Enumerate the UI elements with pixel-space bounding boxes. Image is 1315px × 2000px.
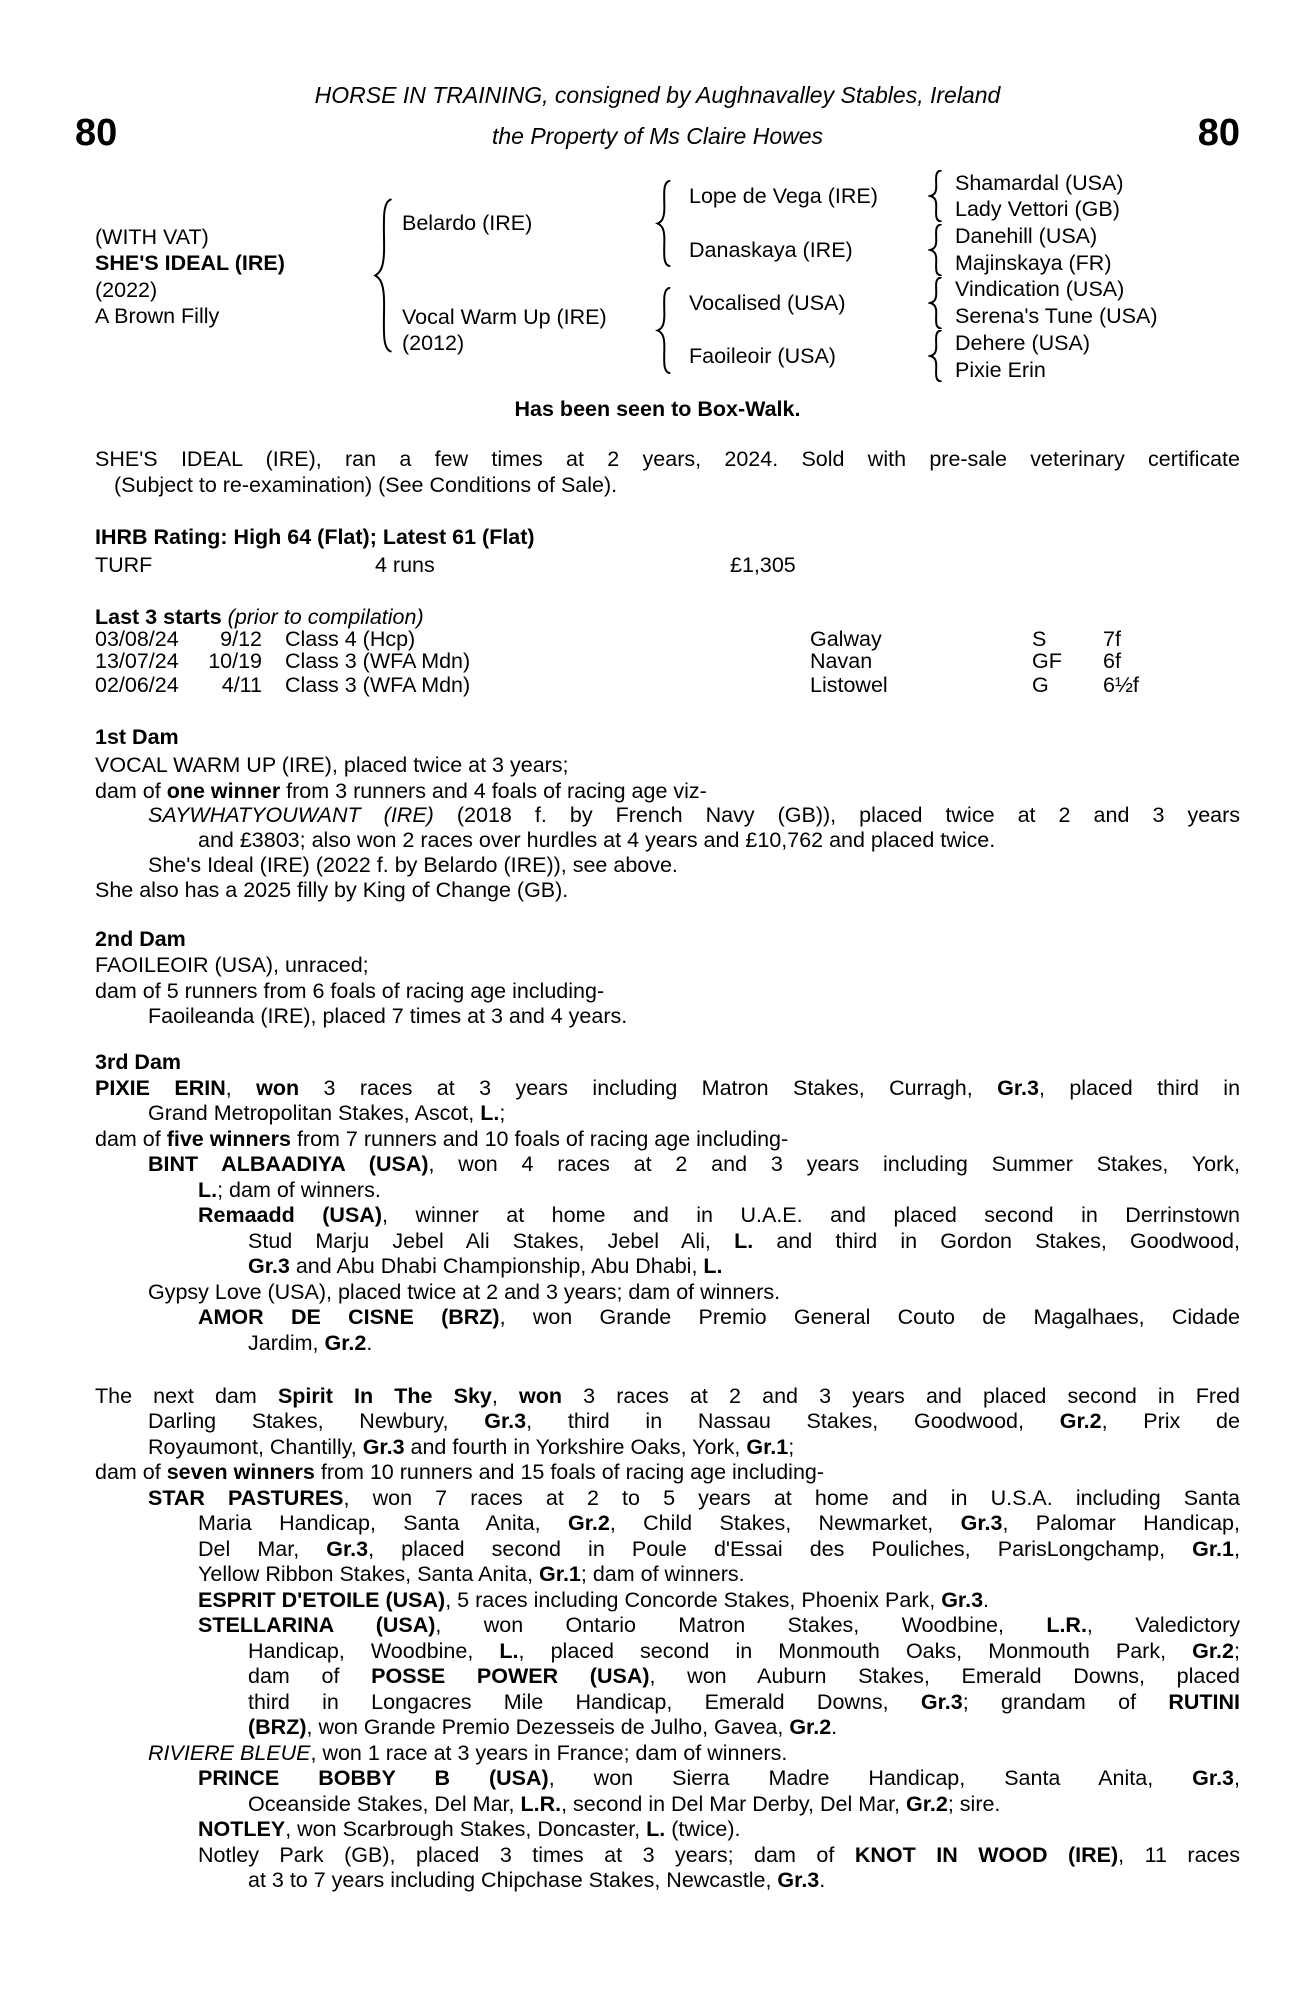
pedigree-name: A Brown Filly	[95, 304, 220, 328]
next-dam-line: RIVIERE BLEUE, won 1 race at 3 years in France; dam of winners.	[148, 1741, 788, 1765]
third-dam-line: L.; dam of winners.	[198, 1178, 381, 1202]
property-line: the Property of Ms Claire Howes	[491, 123, 824, 149]
third-dam-line: BINT ALBAADIYA (USA), won 4 races at 2 and 3 years including Summer Stakes, York,	[148, 1152, 1240, 1176]
second-dam-line: FAOILEOIR (USA), unraced;	[95, 953, 369, 977]
start-distance: 6f	[1103, 649, 1121, 673]
pedigree-name: Lope de Vega (IRE)	[689, 184, 878, 208]
second-dam-line: Faoileanda (IRE), placed 7 times at 3 and 4 years.	[148, 1004, 628, 1028]
pedigree-name: Dehere (USA)	[955, 331, 1091, 355]
next-dam-line: STELLARINA (USA), won Ontario Matron Stakes, Woodbine, L.R., Valedictory	[198, 1613, 1240, 1637]
next-dam-line: at 3 to 7 years including Chipchase Stakes, Newcastle, Gr.3.	[248, 1868, 826, 1892]
third-dam-line: Stud Marju Jebel Ali Stakes, Jebel Ali, L. and third in Gordon Stakes, Goodwood,	[248, 1229, 1240, 1253]
next-dam-line: ESPRIT D'ETOILE (USA), 5 races including Concorde Stakes, Phoenix Park, Gr.3.	[198, 1588, 990, 1612]
third-dam-line: AMOR DE CISNE (BRZ), won Grande Premio General Couto de Magalhaes, Cidade	[198, 1305, 1241, 1329]
first-dam-line: 1st Dam	[95, 725, 179, 749]
first-dam-line: and £3803; also won 2 races over hurdles at 4 years and £10,762 and placed twice.	[198, 828, 996, 852]
first-dam-line: dam of one winner from 3 runners and 4 foals of racing age viz-	[95, 779, 707, 803]
start-date: 02/06/24	[95, 673, 179, 697]
next-dam-line: Yellow Ribbon Stakes, Santa Anita, Gr.1; dam of winners.	[198, 1562, 745, 1586]
pedigree-name: Belardo (IRE)	[402, 211, 533, 235]
first-dam-line: VOCAL WARM UP (IRE), placed twice at 3 years;	[95, 753, 569, 777]
description-line: (Subject to re-examination) (See Conditions of Sale).	[114, 473, 618, 497]
pedigree-name: Serena's Tune (USA)	[955, 304, 1158, 328]
next-dam-line: third in Longacres Mile Handicap, Emerald Downs, Gr.3; grandam of RUTINI	[248, 1690, 1240, 1714]
start-going: G	[1032, 673, 1049, 697]
stable-vice-notice: Has been seen to Box-Walk.	[514, 397, 801, 421]
pedigree-name: (2022)	[95, 278, 158, 302]
pedigree-name: Pixie Erin	[955, 358, 1046, 382]
third-dam-line: dam of five winners from 7 runners and 10 foals of racing age including-	[95, 1127, 789, 1151]
pedigree-name: Faoileoir (USA)	[689, 344, 836, 368]
next-dam-line: The next dam Spirit In The Sky, won 3 races at 2 and 3 years and placed second in Fred	[95, 1384, 1241, 1408]
pedigree-name: Majinskaya (FR)	[955, 251, 1112, 275]
next-dam-line: (BRZ), won Grande Premio Dezesseis de Julho, Gavea, Gr.2.	[248, 1715, 838, 1739]
start-venue: Listowel	[810, 673, 888, 697]
lot-number-left: 80	[75, 112, 118, 154]
third-dam-line: 3rd Dam	[95, 1050, 182, 1074]
pedigree-name: Vocal Warm Up (IRE)	[402, 305, 607, 329]
start-position: 9/12	[220, 627, 262, 651]
rating-surface: TURF	[95, 553, 153, 577]
rating-runs: 4 runs	[375, 553, 435, 577]
start-position: 10/19	[208, 649, 262, 673]
first-dam-line: She's Ideal (IRE) (2022 f. by Belardo (IRE)), see above.	[148, 853, 678, 877]
second-dam-line: dam of 5 runners from 6 foals of racing age including-	[95, 979, 605, 1003]
third-dam-line: Grand Metropolitan Stakes, Ascot, L.;	[148, 1101, 506, 1125]
third-dam-line: Remaadd (USA), winner at home and in U.A.E. and placed second in Derrinstown	[198, 1203, 1241, 1227]
next-dam-line: Oceanside Stakes, Del Mar, L.R., second in Del Mar Derby, Del Mar, Gr.2; sire.	[248, 1792, 1001, 1816]
next-dam-line: Notley Park (GB), placed 3 times at 3 years; dam of KNOT IN WOOD (IRE), 11 races	[198, 1843, 1240, 1867]
pedigree-name: (WITH VAT)	[95, 225, 209, 249]
second-dam-line: 2nd Dam	[95, 927, 186, 951]
pedigree-name: Lady Vettori (GB)	[955, 197, 1120, 221]
description-line: SHE'S IDEAL (IRE), ran a few times at 2 years, 2024. Sold with pre-sale veterinary certificate	[95, 447, 1240, 471]
next-dam-line: dam of seven winners from 10 runners and 15 foals of racing age including-	[95, 1460, 825, 1484]
pedigree-name: SHE'S IDEAL (IRE)	[95, 251, 285, 275]
rating-heading: IHRB Rating: High 64 (Flat); Latest 61 (Flat)	[95, 525, 535, 549]
first-dam-line: She also has a 2025 filly by King of Change (GB).	[95, 878, 569, 902]
next-dam-line: PRINCE BOBBY B (USA), won Sierra Madre Handicap, Santa Anita, Gr.3,	[198, 1766, 1240, 1790]
next-dam-line: Maria Handicap, Santa Anita, Gr.2, Child Stakes, Newmarket, Gr.3, Palomar Handicap,	[198, 1511, 1240, 1535]
third-dam-line: Gr.3 and Abu Dhabi Championship, Abu Dhabi, L.	[248, 1254, 723, 1278]
start-going: GF	[1032, 649, 1062, 673]
pedigree-name: Shamardal (USA)	[955, 171, 1124, 195]
pedigree-name: Vindication (USA)	[955, 277, 1125, 301]
start-distance: 7f	[1103, 627, 1121, 651]
pedigree-name: Danaskaya (IRE)	[689, 238, 853, 262]
start-position: 4/11	[221, 673, 262, 697]
next-dam-line: Handicap, Woodbine, L., placed second in Monmouth Oaks, Monmouth Park, Gr.2;	[248, 1639, 1240, 1663]
rating-earnings: £1,305	[730, 553, 796, 577]
start-venue: Navan	[810, 649, 873, 673]
third-dam-line: Gypsy Love (USA), placed twice at 2 and 3 years; dam of winners.	[148, 1280, 781, 1304]
pedigree-name: (2012)	[402, 331, 465, 355]
first-dam-line: SAYWHATYOUWANT (IRE) (2018 f. by French Navy (GB)), placed twice at 2 and 3 years	[148, 803, 1241, 827]
start-date: 03/08/24	[95, 627, 179, 651]
next-dam-line: Del Mar, Gr.3, placed second in Poule d'Essai des Pouliches, ParisLongchamp, Gr.1,	[198, 1537, 1240, 1561]
start-going: S	[1032, 627, 1047, 651]
next-dam-line: NOTLEY, won Scarbrough Stakes, Doncaster, L. (twice).	[198, 1817, 741, 1841]
next-dam-line: Darling Stakes, Newbury, Gr.3, third in Nassau Stakes, Goodwood, Gr.2, Prix de	[148, 1409, 1240, 1433]
start-distance: 6½f	[1103, 673, 1139, 697]
start-class: Class 3 (WFA Mdn)	[285, 673, 471, 697]
start-venue: Galway	[810, 627, 882, 651]
third-dam-line: PIXIE ERIN, won 3 races at 3 years including Matron Stakes, Curragh, Gr.3, placed third in	[95, 1076, 1241, 1100]
next-dam-line: Royaumont, Chantilly, Gr.3 and fourth in Yorkshire Oaks, York, Gr.1;	[148, 1435, 795, 1459]
lot-number-right: 80	[1197, 112, 1240, 154]
next-dam-line: dam of POSSE POWER (USA), won Auburn Stakes, Emerald Downs, placed	[248, 1664, 1240, 1688]
consignor-header: HORSE IN TRAINING, consigned by Aughnavalley Stables, Ireland	[314, 82, 1001, 108]
last-starts-subtitle: (prior to compilation)	[227, 605, 424, 629]
start-class: Class 3 (WFA Mdn)	[285, 649, 471, 673]
pedigree-name: Danehill (USA)	[955, 224, 1098, 248]
last-starts-title: Last 3 starts	[95, 605, 222, 629]
third-dam-line: Jardim, Gr.2.	[248, 1331, 373, 1355]
next-dam-line: STAR PASTURES, won 7 races at 2 to 5 years at home and in U.S.A. including Santa	[148, 1486, 1240, 1510]
start-date: 13/07/24	[95, 649, 179, 673]
start-class: Class 4 (Hcp)	[285, 627, 416, 651]
pedigree-name: Vocalised (USA)	[689, 291, 846, 315]
